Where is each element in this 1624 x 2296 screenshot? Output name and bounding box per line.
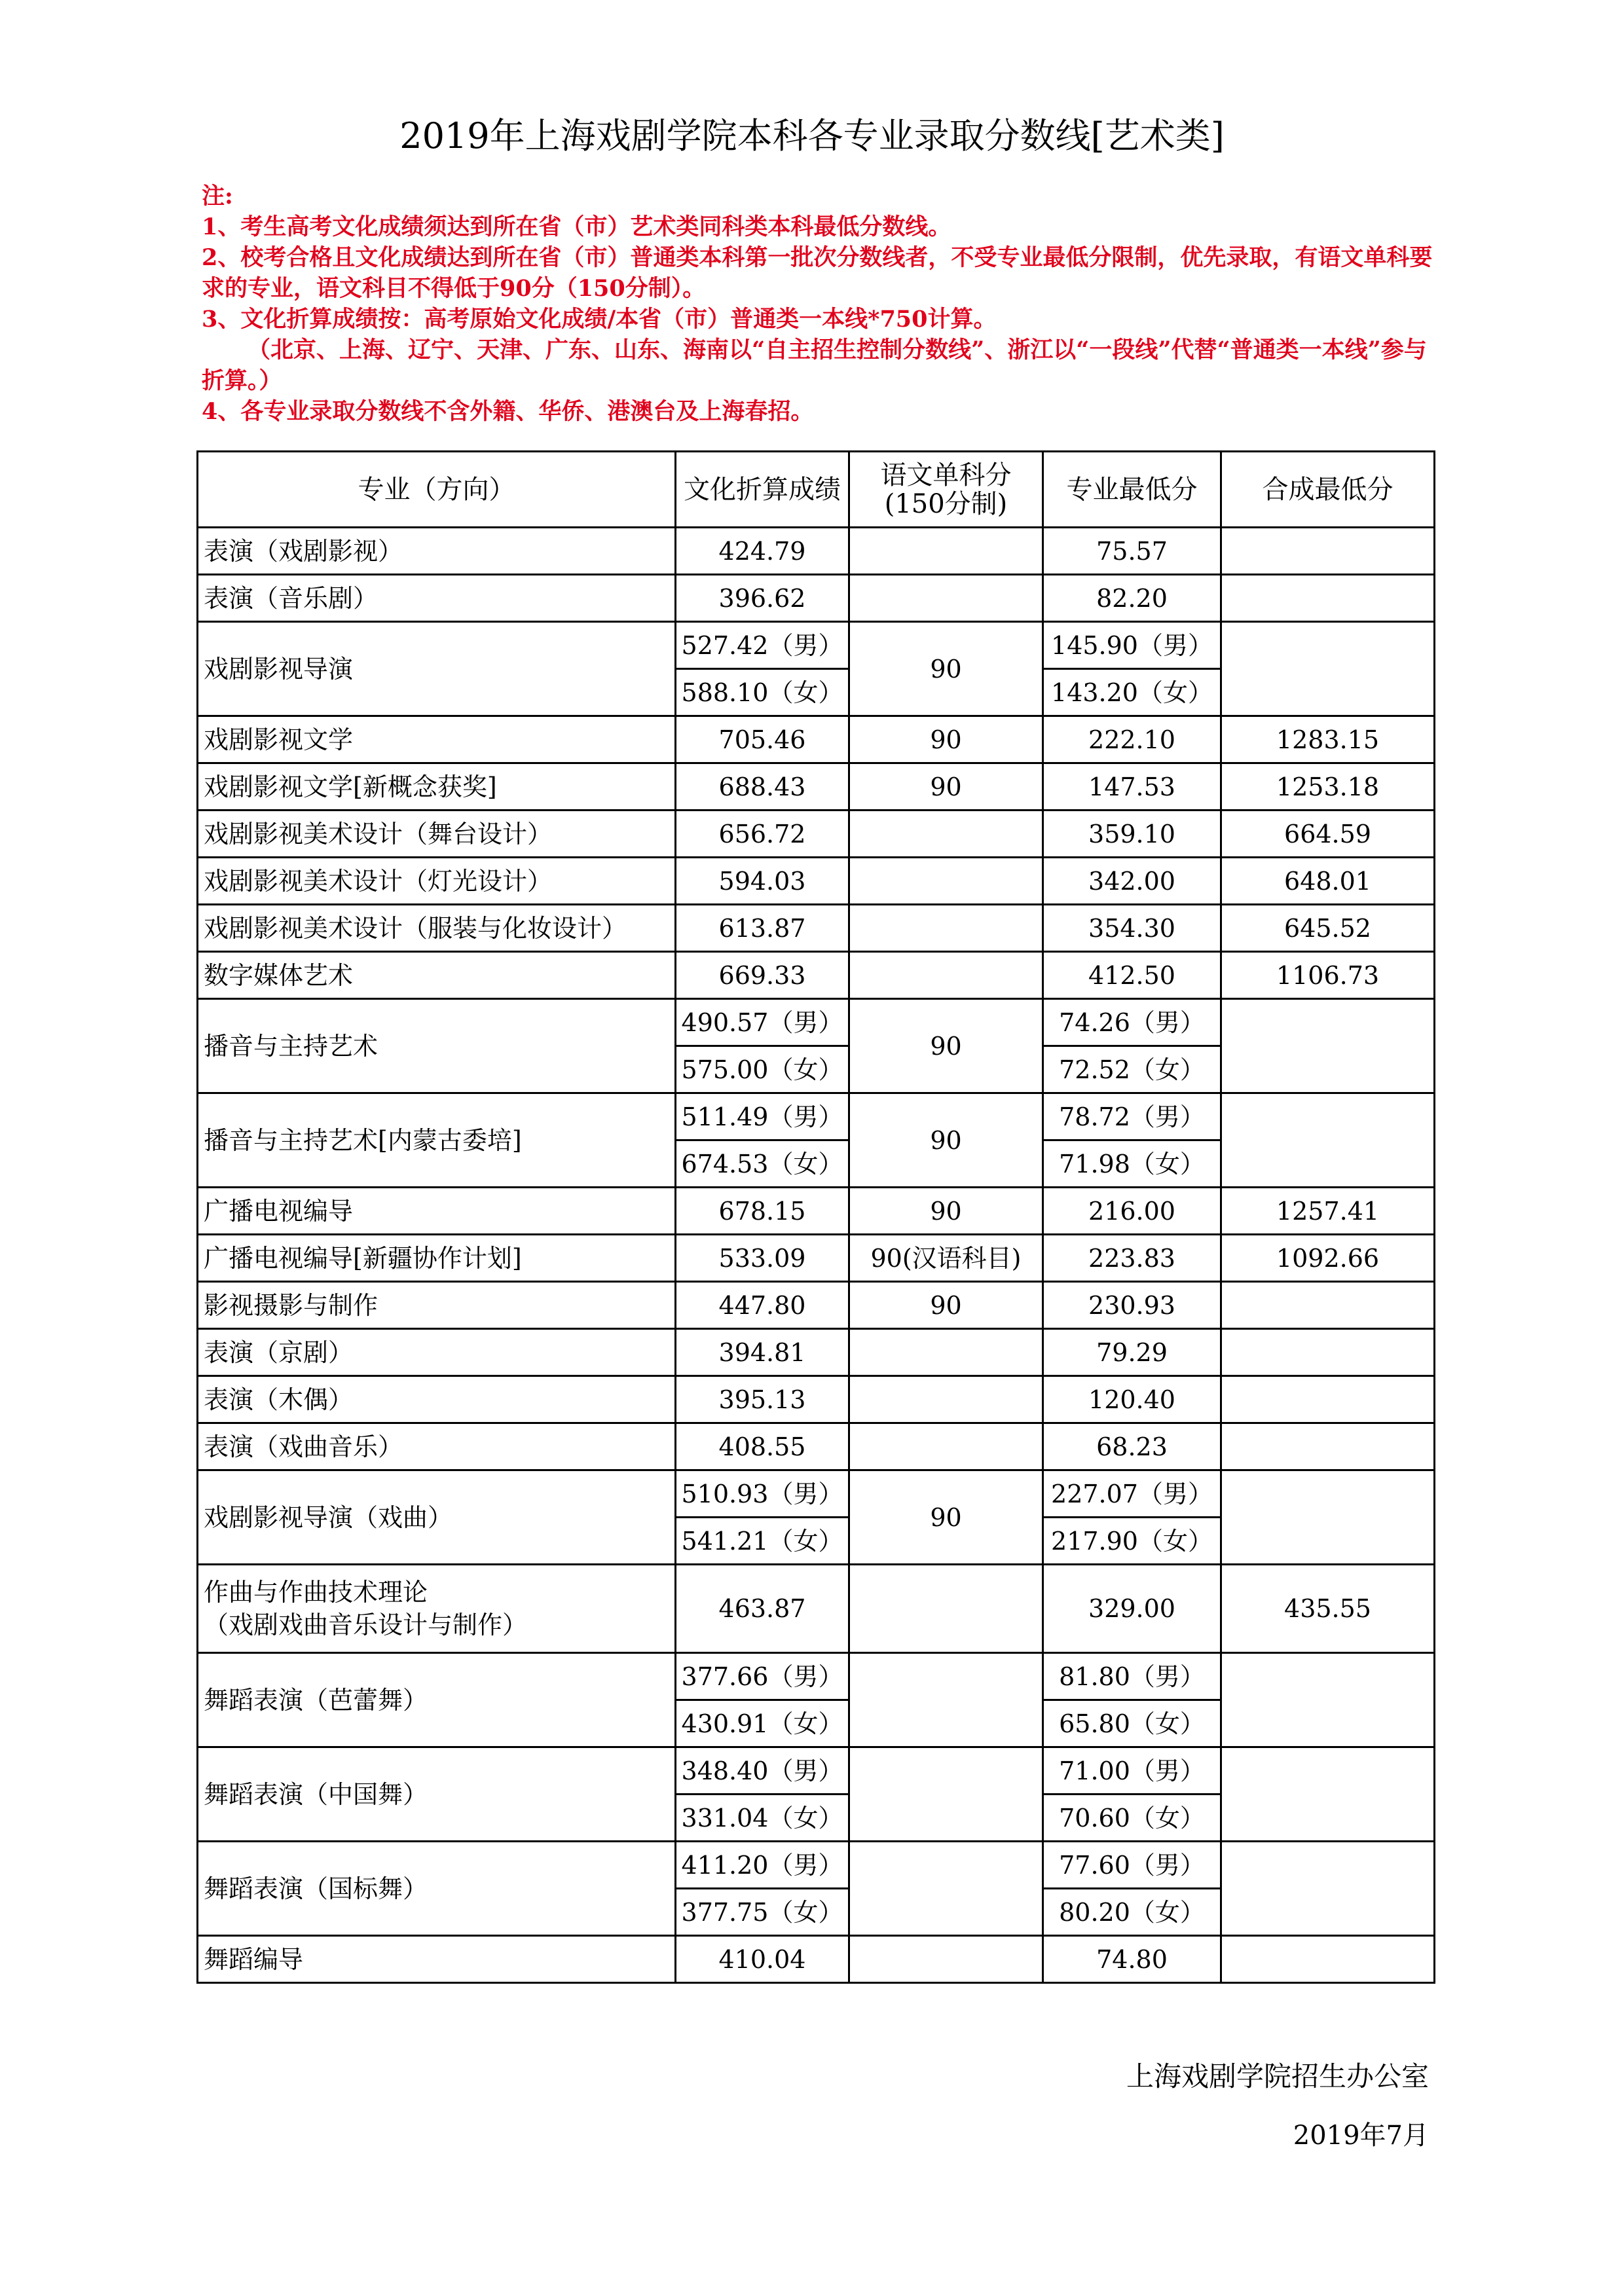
cell-culture: 410.04 — [676, 1936, 849, 1983]
cell-culture-female: 541.21（女） — [676, 1518, 849, 1565]
table-row — [198, 1842, 1435, 1889]
cell-major-line1: 作曲与作曲技术理论 — [204, 1578, 428, 1607]
cell-culture-male: 510.93（男） — [676, 1470, 849, 1518]
cell-combined: 435.55 — [1221, 1565, 1435, 1653]
cell-chinese — [849, 858, 1043, 905]
table-row — [198, 1470, 1435, 1518]
cell-specialty-female: 80.20（女） — [1043, 1889, 1221, 1936]
table-row — [198, 1936, 1435, 1983]
header-chinese-line2: (150分制) — [884, 488, 1008, 519]
header-major: 专业（方向） — [198, 452, 676, 528]
cell-specialty: 79.29 — [1043, 1329, 1221, 1376]
note-heading: 注: — [202, 183, 233, 210]
cell-specialty-female: 72.52（女） — [1043, 1046, 1221, 1093]
cell-combined — [1221, 528, 1435, 575]
cell-combined — [1221, 1842, 1435, 1936]
cell-culture: 613.87 — [676, 905, 849, 952]
cell-culture: 395.13 — [676, 1376, 849, 1423]
cell-major: 表演（戏剧影视） — [198, 528, 676, 575]
cell-major: 数字媒体艺术 — [198, 952, 676, 999]
cell-specialty-male: 71.00（男） — [1043, 1747, 1221, 1795]
cell-culture: 705.46 — [676, 716, 849, 763]
cell-specialty: 222.10 — [1043, 716, 1221, 763]
table-row — [198, 905, 1435, 952]
cell-major-line2: （戏剧戏曲音乐设计与制作） — [204, 1611, 528, 1639]
cell-chinese — [849, 1423, 1043, 1470]
cell-major: 戏剧影视导演 — [198, 622, 676, 716]
cell-culture: 688.43 — [676, 763, 849, 811]
cell-specialty-male: 227.07（男） — [1043, 1470, 1221, 1518]
cell-combined: 1092.66 — [1221, 1235, 1435, 1282]
cell-chinese — [849, 905, 1043, 952]
cell-chinese — [849, 952, 1043, 999]
cell-specialty: 147.53 — [1043, 763, 1221, 811]
header-chinese-line1: 语文单科分 — [880, 460, 1012, 490]
cell-chinese — [849, 575, 1043, 622]
cell-major: 广播电视编导 — [198, 1188, 676, 1235]
cell-major: 舞蹈表演（国标舞） — [198, 1842, 676, 1936]
cell-specialty: 75.57 — [1043, 528, 1221, 575]
table-row — [198, 1747, 1435, 1795]
cell-specialty-female: 70.60（女） — [1043, 1795, 1221, 1842]
cell-combined — [1221, 1653, 1435, 1747]
cell-chinese — [849, 1747, 1043, 1842]
cell-chinese: 90 — [849, 716, 1043, 763]
issuing-office: 上海戏剧学院招生办公室 — [1126, 2060, 1429, 2092]
table-row — [198, 1423, 1435, 1470]
cell-specialty: 216.00 — [1043, 1188, 1221, 1235]
table-row — [198, 811, 1435, 858]
cell-specialty: 359.10 — [1043, 811, 1221, 858]
cell-major: 表演（京剧） — [198, 1329, 676, 1376]
cell-culture-male: 411.20（男） — [676, 1842, 849, 1889]
table-header-row — [198, 452, 1435, 528]
cell-culture: 396.62 — [676, 575, 849, 622]
score-table — [196, 450, 1435, 1984]
cell-chinese — [849, 1653, 1043, 1747]
cell-culture: 656.72 — [676, 811, 849, 858]
cell-specialty-female: 71.98（女） — [1043, 1140, 1221, 1188]
cell-culture: 463.87 — [676, 1565, 849, 1653]
cell-combined — [1221, 999, 1435, 1093]
cell-specialty: 354.30 — [1043, 905, 1221, 952]
cell-major: 表演（戏曲音乐） — [198, 1423, 676, 1470]
cell-combined: 1253.18 — [1221, 763, 1435, 811]
table-row — [198, 1235, 1435, 1282]
cell-specialty: 74.80 — [1043, 1936, 1221, 1983]
cell-chinese — [849, 1842, 1043, 1936]
cell-culture-male: 527.42（男） — [676, 622, 849, 669]
cell-culture: 408.55 — [676, 1423, 849, 1470]
cell-major: 舞蹈表演（中国舞） — [198, 1747, 676, 1842]
cell-specialty-male: 78.72（男） — [1043, 1093, 1221, 1140]
table-row — [198, 1282, 1435, 1329]
cell-chinese: 90 — [849, 1282, 1043, 1329]
cell-combined — [1221, 1376, 1435, 1423]
cell-major: 舞蹈编导 — [198, 1936, 676, 1983]
note-item-4: 4、各专业录取分数线不含外籍、华侨、港澳台及上海春招。 — [202, 398, 814, 425]
cell-combined — [1221, 1936, 1435, 1983]
note-item-3-detail: （北京、上海、辽宁、天津、广东、山东、海南以“自主招生控制分数线”、浙江以“一段线”代替“普通类一本线”参与折算。） — [202, 337, 1427, 394]
cell-major: 戏剧影视文学 — [198, 716, 676, 763]
cell-specialty-male: 77.60（男） — [1043, 1842, 1221, 1889]
table-row — [198, 858, 1435, 905]
cell-combined — [1221, 1282, 1435, 1329]
cell-major: 播音与主持艺术[内蒙古委培] — [198, 1093, 676, 1188]
cell-major: 舞蹈表演（芭蕾舞） — [198, 1653, 676, 1747]
cell-major: 戏剧影视导演（戏曲） — [198, 1470, 676, 1565]
cell-chinese: 90 — [849, 1093, 1043, 1188]
notes-block — [202, 181, 1439, 427]
cell-combined — [1221, 622, 1435, 716]
cell-major: 播音与主持艺术 — [198, 999, 676, 1093]
cell-specialty: 82.20 — [1043, 575, 1221, 622]
cell-combined — [1221, 1329, 1435, 1376]
cell-chinese: 90 — [849, 999, 1043, 1093]
cell-combined: 1257.41 — [1221, 1188, 1435, 1235]
cell-chinese — [849, 1936, 1043, 1983]
cell-specialty: 329.00 — [1043, 1565, 1221, 1653]
cell-combined — [1221, 575, 1435, 622]
cell-major: 戏剧影视美术设计（灯光设计） — [198, 858, 676, 905]
cell-major: 广播电视编导[新疆协作计划] — [198, 1235, 676, 1282]
table-row — [198, 716, 1435, 763]
table-row — [198, 1188, 1435, 1235]
header-combined: 合成最低分 — [1221, 452, 1435, 528]
cell-combined: 1283.15 — [1221, 716, 1435, 763]
cell-culture-male: 377.66（男） — [676, 1653, 849, 1700]
cell-combined: 664.59 — [1221, 811, 1435, 858]
cell-specialty: 120.40 — [1043, 1376, 1221, 1423]
table-row — [198, 575, 1435, 622]
page-title: 2019年上海戏剧学院本科各专业录取分数线[艺术类] — [399, 115, 1225, 156]
cell-culture-male: 348.40（男） — [676, 1747, 849, 1795]
cell-culture: 678.15 — [676, 1188, 849, 1235]
cell-culture: 394.81 — [676, 1329, 849, 1376]
table-row — [198, 1653, 1435, 1700]
cell-major: 戏剧影视文学[新概念获奖] — [198, 763, 676, 811]
header-culture: 文化折算成绩 — [676, 452, 849, 528]
cell-culture-female: 588.10（女） — [676, 669, 849, 716]
cell-major — [198, 1565, 676, 1653]
cell-culture-female: 430.91（女） — [676, 1700, 849, 1747]
cell-chinese — [849, 528, 1043, 575]
cell-chinese: 90 — [849, 622, 1043, 716]
cell-culture: 594.03 — [676, 858, 849, 905]
header-chinese — [849, 452, 1043, 528]
cell-combined: 1106.73 — [1221, 952, 1435, 999]
table-row — [198, 999, 1435, 1046]
cell-chinese — [849, 811, 1043, 858]
note-item-3: 3、文化折算成绩按：高考原始文化成绩/本省（市）普通类一本线*750计算。 — [202, 306, 997, 333]
cell-major: 戏剧影视美术设计（舞台设计） — [198, 811, 676, 858]
cell-specialty-female: 217.90（女） — [1043, 1518, 1221, 1565]
cell-specialty-male: 145.90（男） — [1043, 622, 1221, 669]
cell-combined: 648.01 — [1221, 858, 1435, 905]
cell-major: 戏剧影视美术设计（服装与化妆设计） — [198, 905, 676, 952]
cell-culture: 533.09 — [676, 1235, 849, 1282]
cell-major: 表演（音乐剧） — [198, 575, 676, 622]
cell-chinese — [849, 1565, 1043, 1653]
cell-chinese: 90 — [849, 1470, 1043, 1565]
cell-chinese — [849, 1376, 1043, 1423]
cell-culture-female: 674.53（女） — [676, 1140, 849, 1188]
table-row — [198, 952, 1435, 999]
cell-specialty: 342.00 — [1043, 858, 1221, 905]
cell-culture-male: 511.49（男） — [676, 1093, 849, 1140]
cell-culture-female: 377.75（女） — [676, 1889, 849, 1936]
cell-combined — [1221, 1470, 1435, 1565]
cell-major: 表演（木偶） — [198, 1376, 676, 1423]
cell-combined — [1221, 1747, 1435, 1842]
cell-culture-female: 331.04（女） — [676, 1795, 849, 1842]
cell-culture: 669.33 — [676, 952, 849, 999]
cell-culture-male: 490.57（男） — [676, 999, 849, 1046]
cell-culture: 424.79 — [676, 528, 849, 575]
cell-combined — [1221, 1423, 1435, 1470]
header-specialty: 专业最低分 — [1043, 452, 1221, 528]
cell-chinese — [849, 1329, 1043, 1376]
table-row — [198, 1376, 1435, 1423]
table-row — [198, 622, 1435, 669]
cell-specialty-male: 74.26（男） — [1043, 999, 1221, 1046]
cell-chinese: 90(汉语科目) — [849, 1235, 1043, 1282]
cell-combined: 645.52 — [1221, 905, 1435, 952]
cell-major: 影视摄影与制作 — [198, 1282, 676, 1329]
cell-specialty-female: 65.80（女） — [1043, 1700, 1221, 1747]
table-row — [198, 528, 1435, 575]
cell-specialty: 412.50 — [1043, 952, 1221, 999]
cell-chinese: 90 — [849, 763, 1043, 811]
table-row — [198, 1329, 1435, 1376]
cell-specialty: 68.23 — [1043, 1423, 1221, 1470]
cell-specialty: 223.83 — [1043, 1235, 1221, 1282]
cell-culture: 447.80 — [676, 1282, 849, 1329]
cell-chinese: 90 — [849, 1188, 1043, 1235]
cell-specialty-female: 143.20（女） — [1043, 669, 1221, 716]
note-item-1: 1、考生高考文化成绩须达到所在省（市）艺术类同科类本科最低分数线。 — [202, 213, 951, 240]
cell-specialty-male: 81.80（男） — [1043, 1653, 1221, 1700]
issue-date: 2019年7月 — [1293, 2121, 1429, 2151]
cell-combined — [1221, 1093, 1435, 1188]
table-row — [198, 1565, 1435, 1653]
note-item-2: 2、校考合格且文化成绩达到所在省（市）普通类本科第一批次分数线者，不受专业最低分限制，优先录取，有语文单科要求的专业，语文科目不得低于90分（150分制）。 — [202, 244, 1433, 302]
table-row — [198, 1093, 1435, 1140]
table-row — [198, 763, 1435, 811]
cell-culture-female: 575.00（女） — [676, 1046, 849, 1093]
cell-specialty: 230.93 — [1043, 1282, 1221, 1329]
